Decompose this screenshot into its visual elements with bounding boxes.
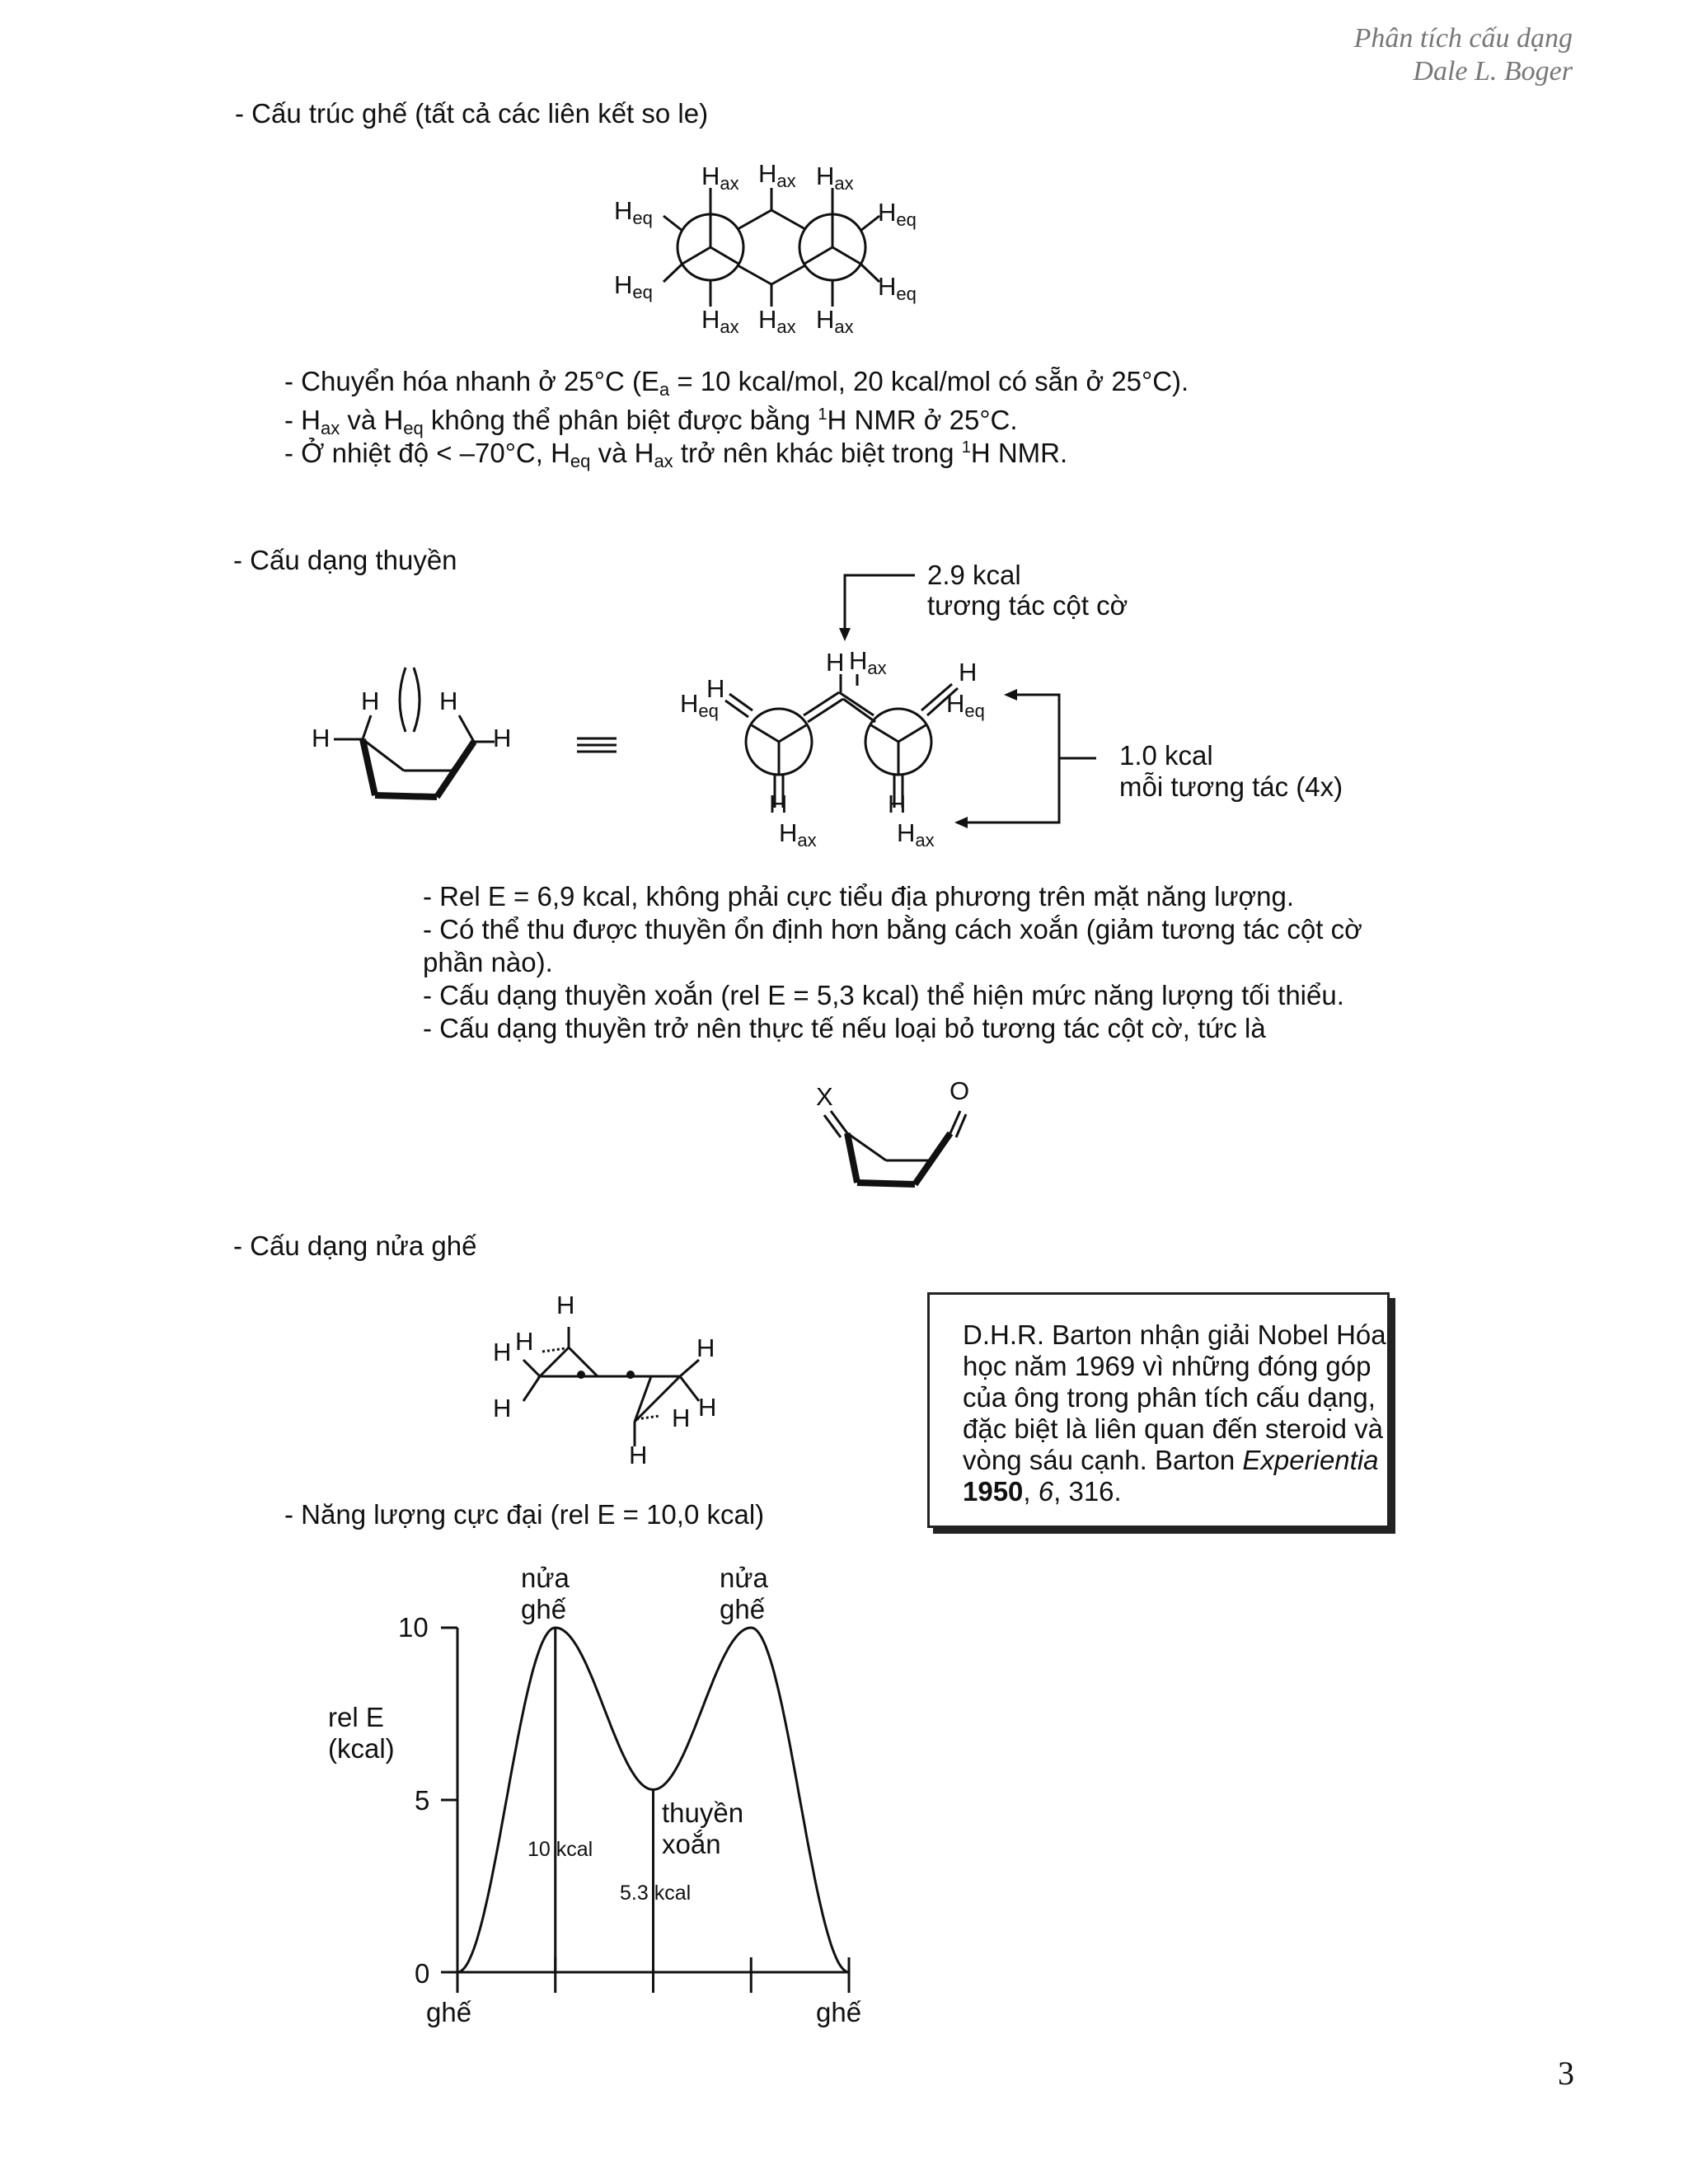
barton-note-box (927, 1292, 1390, 1528)
chair-heading: - Cấu trúc ghế (tất cả các liên kết so le) (235, 98, 709, 129)
chart-xlabel-left: ghế (426, 1997, 472, 2027)
chart-val-trough: 5.3 kcal (620, 1882, 692, 1905)
boat-newman-hax-top: $H_{ax}$ (849, 646, 887, 678)
chart-trough-label-a: thuyền (662, 1797, 744, 1828)
chart-ytick-0: 0 (415, 1958, 430, 1989)
chart-ylabel: rel E (kcal) (328, 1702, 395, 1764)
chair-label-hax-bottom-mid: $H_{ax}$ (758, 305, 796, 337)
chair-bullet-3: - Ở nhiệt độ < –70°C, $H_{eq}$ và $H_{ax}$ trở nên khác biệt trong $^1$H NMR. (284, 438, 1068, 471)
boat-label-h-right: H (493, 724, 512, 752)
boat-label-h-left: H (312, 724, 331, 752)
boat-newman-heq-left-h: H (706, 674, 725, 703)
halfchair-h-right-top: H (696, 1333, 715, 1362)
chair-label-heq-right-bottom: $H_{eq}$ (878, 272, 917, 304)
chart-peak1-label-b: ghế (521, 1594, 567, 1624)
boat-newman-h-bottom-left: H (769, 790, 788, 818)
halfchair-h-bottomleft: H (493, 1394, 512, 1422)
halfchair-h-topleft-b: H (515, 1327, 534, 1356)
boat-bullet-2: - Có thể thu được thuyền ổn định hơn bằng cách xoắn (giảm tương tác cột cờ (423, 914, 1362, 944)
halfchair-heading: - Cấu dạng nửa ghế (233, 1230, 477, 1261)
halfchair-h-topleft-a: H (493, 1338, 512, 1366)
boat-newman-hax-bottom-right: $H_{ax}$ (897, 818, 935, 851)
chair-label-hax-bottom-left: $H_{ax}$ (701, 305, 739, 337)
page-number: 3 (1558, 2055, 1574, 2092)
header-author: Dale L. Boger (1413, 56, 1573, 87)
barton-note-text: D.H.R. Barton nhận giải Nobel Hóa học năm 1969 vì những đóng góp của ông trong phân tích cấu dạng, đặc biệt là liên quan đến steroid và vòng sáu cạnh. Barton Experientia 1950, 6, 316. (963, 1319, 1386, 1507)
halfchair-h-right-mid-b: H (698, 1393, 717, 1422)
boat-bullet-4: - Cấu dạng thuyền trở nên thực tế nếu loại bỏ tương tác cột cờ, tức là (423, 1013, 1266, 1043)
chart-peak2-label-a: nửa (720, 1563, 768, 1593)
chair-bullet-2: - $H_{ax}$ và $H_{eq}$ không thể phân biệt được bằng $^1$H NMR ở 25°C. (284, 405, 1018, 438)
boat-newman-heq-right: $H_{eq}$ (946, 689, 985, 721)
boat-newman-hax-bottom-left: $H_{ax}$ (779, 818, 817, 851)
chart-xlabel-right: ghế (816, 1997, 862, 2027)
chart-peak2-label-b: ghế (720, 1594, 766, 1624)
boat-per-text: mỗi tương tác (4x) (1119, 771, 1343, 802)
chart-ytick-10: 10 (398, 1612, 429, 1643)
boat-label-h-topleft: H (361, 687, 380, 715)
chair-bullet-1: - Chuyển hóa nhanh ở 25°C ($E_a = 10$ kcal/mol, 20 kcal/mol có sẵn ở 25°C). (284, 366, 1189, 400)
halfchair-h-right-mid-a: H (672, 1404, 691, 1432)
boat-bullet-3: - Cấu dạng thuyền xoắn (rel E = 5,3 kcal) thể hiện mức năng lượng tối thiểu. (423, 980, 1344, 1010)
halfchair-max-energy: - Năng lượng cực đại (rel E = 10,0 kcal) (284, 1499, 765, 1530)
chair-label-heq-right-top: $H_{eq}$ (878, 198, 917, 230)
chair-label-heq-left-bottom: $H_{eq}$ (614, 270, 653, 302)
chair-label-heq-left-top: $H_{eq}$ (614, 196, 653, 228)
chart-ytick-5: 5 (415, 1785, 430, 1816)
chart-trough-label-b: xoắn (662, 1829, 721, 1859)
boat-ring-o-label: O (950, 1076, 970, 1105)
chair-label-hax-bottom-right: $H_{ax}$ (816, 305, 854, 337)
chair-label-hax-top-right: $H_{ax}$ (816, 162, 854, 194)
boat-newman-h-right: H (959, 658, 978, 687)
boat-per-value: 1.0 kcal (1119, 740, 1213, 771)
halfchair-h-bottom: H (629, 1441, 648, 1469)
boat-label-h-topright: H (439, 687, 458, 715)
boat-flagpole-value: 2.9 kcal (927, 560, 1021, 590)
halfchair-h-top: H (556, 1291, 575, 1319)
boat-newman-h-bottom-right: H (888, 790, 907, 818)
chair-label-hax-top-mid: $H_{ax}$ (758, 159, 796, 191)
chair-label-hax-top-left: $H_{ax}$ (701, 162, 739, 194)
chart-val-peak: 10 kcal (528, 1838, 593, 1861)
boat-ring-x-label: X (816, 1082, 833, 1111)
boat-bullet-2b: phần nào). (423, 947, 553, 977)
header-title: Phân tích cấu dạng (1353, 23, 1573, 54)
boat-bullet-1: - Rel E = 6,9 kcal, không phải cực tiểu địa phương trên mặt năng lượng. (423, 881, 1295, 912)
boat-newman-heq-left: $H_{eq}$ (680, 689, 719, 721)
boat-newman-h-top: H (826, 648, 845, 677)
chart-energy-curve (457, 1628, 849, 1972)
boat-flagpole-text: tương tác cột cờ (927, 590, 1128, 621)
chart-peak1-label-a: nửa (521, 1563, 570, 1593)
boat-heading: - Cấu dạng thuyền (233, 545, 457, 575)
